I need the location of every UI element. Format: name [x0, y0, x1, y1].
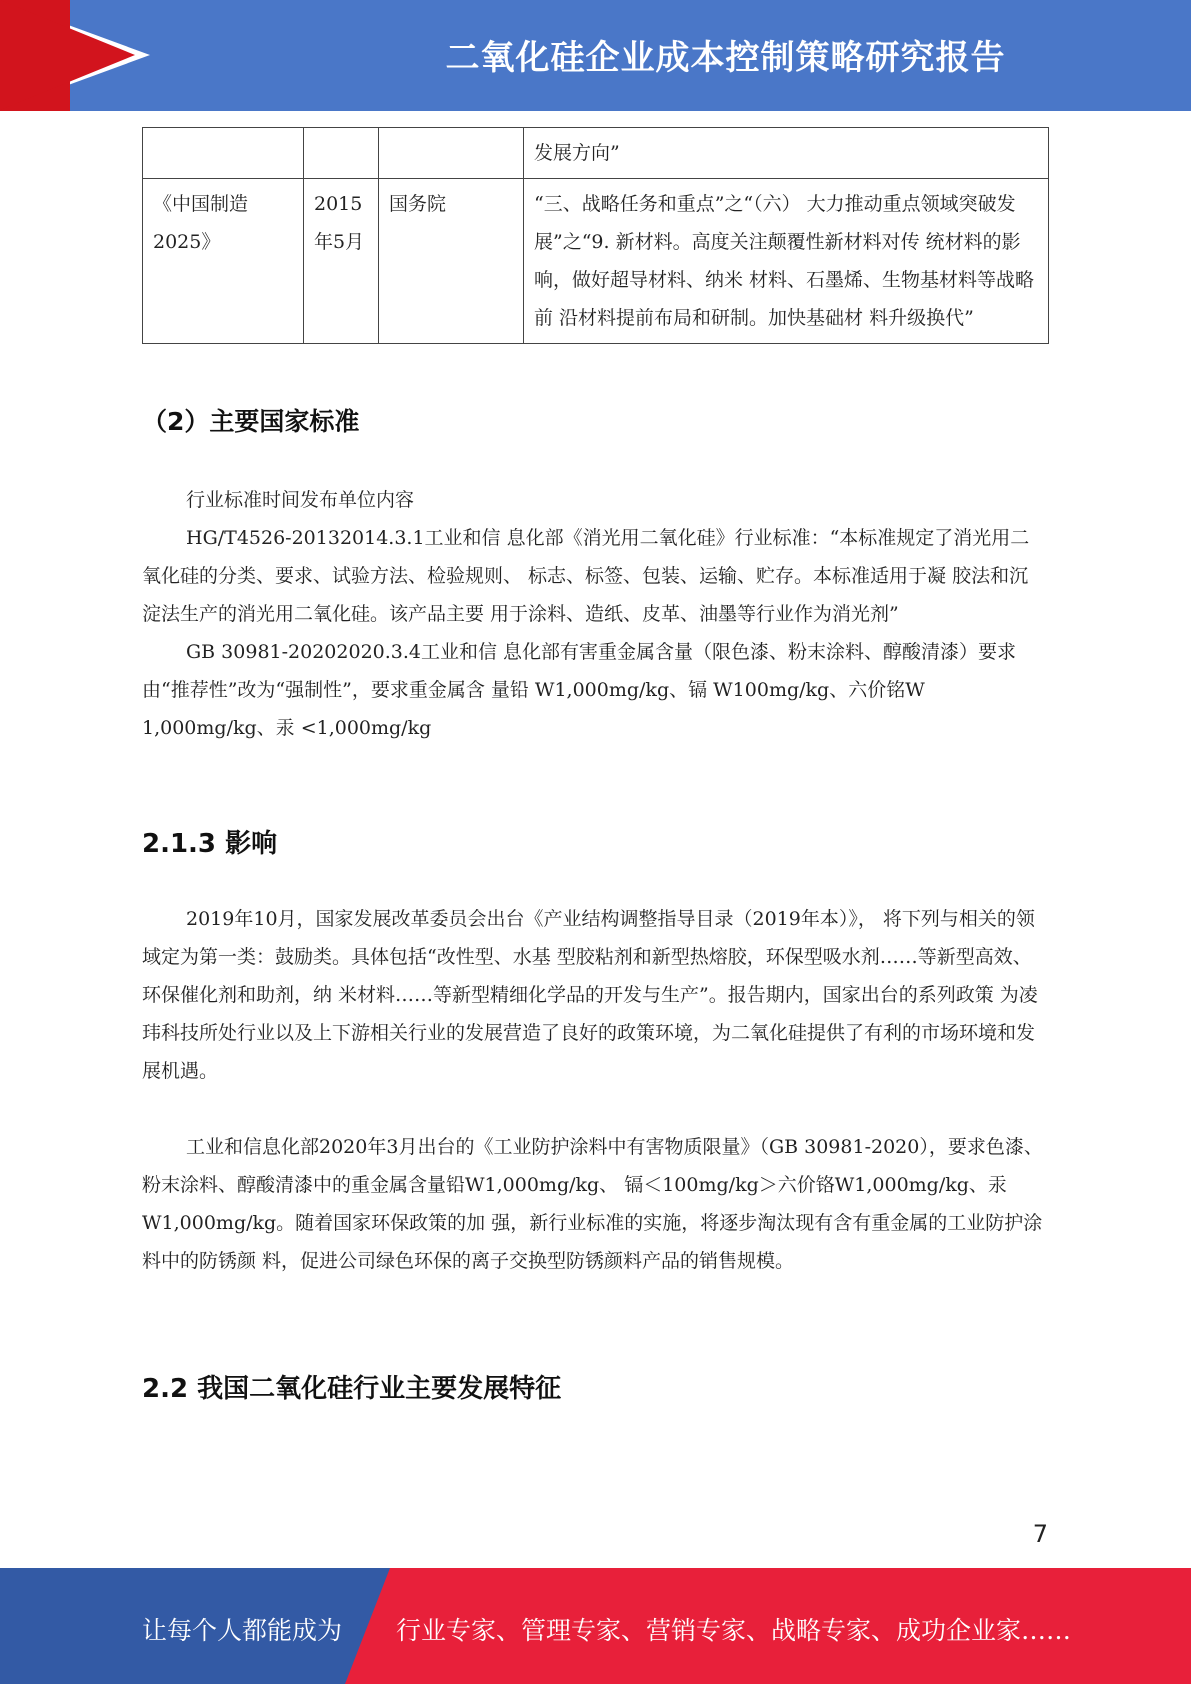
- table-cell-issuer: [379, 128, 524, 179]
- table-row: [143, 128, 1049, 179]
- section-heading-2-1-3: 2.1.3 影响: [142, 829, 278, 859]
- table-row: [143, 179, 1049, 344]
- page-number: 7: [1032, 1520, 1048, 1548]
- report-title: 二氧化硅企业成本控制策略研究报告: [445, 38, 1006, 78]
- table-cell-document: 《中国制造2025》: [143, 179, 304, 344]
- policy-table: [142, 127, 1049, 344]
- header-arrow-icon: [0, 0, 135, 110]
- paragraph: 2019年10月，国家发展改革委员会出台《产业结构调整指导目录（2019年本）》， 将下列与相关的领域定为第一类：鼓励类。具体包括“改性型、水基 型胶粘剂和新型热熔胶，环保型吸水剂……等新型高效、环保催化剂和助剂，纳 米材料……等新型精细化学品的开发与生产”。报告期内，国家出台的系列政策 为凌玮科技所处行业以及上下游相关行业的发展营造了良好的政策环境，为二氧化硅提供了有利的市场环境和发展机遇。: [142, 908, 1038, 1082]
- table-cell-content: “三、战略任务和重点”之“（六） 大力推动重点领域突破发展”之“9. 新材料。高度关注颠覆性新材料对传 统材料的影响，做好超导材料、纳米 材料、石墨烯、生物基材料等战略前 沿材料提前布局和研制。加快基础材 料升级换代”: [524, 179, 1049, 344]
- table-cell-document: [143, 128, 304, 179]
- footer-slogan-left: 让每个人都能成为: [142, 1616, 343, 1645]
- standard-item: GB 30981-20202020.3.4工业和信 息化部有害重金属含量（限色漆、粉末涂料、醇酸清漆）要求由“推荐性”改为“强制性”，要求重金属含 量铅 W1,000mg/kg、镉 W100mg/kg、六价铭W 1,000mg/kg、汞 <1,000mg/kg: [142, 641, 1017, 739]
- standards-block: [142, 481, 1047, 747]
- section-heading-standards: （2）主要国家标准: [142, 407, 360, 436]
- table-cell-date: 2015年5月: [304, 179, 379, 344]
- table-cell-content: 发展方向”: [524, 128, 1049, 179]
- footer-banner: [0, 1568, 1191, 1684]
- impact-paragraph-2: [142, 1128, 1047, 1280]
- impact-paragraph-1: [142, 900, 1047, 1090]
- table-cell-issuer: 国务院: [379, 179, 524, 344]
- standards-header-line: 行业标准时间发布单位内容: [186, 489, 415, 511]
- table-cell-date: [304, 128, 379, 179]
- standard-item: HG/T4526-20132014.3.1工业和信 息化部《消光用二氧化硅》行业标准：“本标准规定了消光用二氧化硅的分类、要求、试验方法、检验规则、 标志、标签、包装、运输、贮存。本标准适用于凝 胶法和沉淀法生产的消光用二氧化硅。该产品主要 用于涂料、造纸、皮革、油墨等行业作为消光剂”: [142, 527, 1030, 625]
- section-heading-2-2: 2.2 我国二氧化硅行业主要发展特征: [142, 1374, 562, 1404]
- paragraph: 工业和信息化部2020年3月出台的《工业防护涂料中有害物质限量》（GB 30981-2020），要求色漆、粉末涂料、醇酸清漆中的重金属含量铅W1,000mg/kg、 镉＜100mg/kg＞六价铬W1,000mg/kg、汞W1,000mg/kg。随着国家环保政策的加 强，新行业标准的实施，将逐步淘汰现有含有重金属的工业防护涂料中的防锈颜 料，促进公司绿色环保的离子交换型防锈颜料产品的销售规模。: [142, 1136, 1043, 1272]
- footer-slogan-right: 行业专家、管理专家、营销专家、战略专家、成功企业家……: [396, 1616, 1072, 1645]
- header-banner: [0, 0, 1191, 111]
